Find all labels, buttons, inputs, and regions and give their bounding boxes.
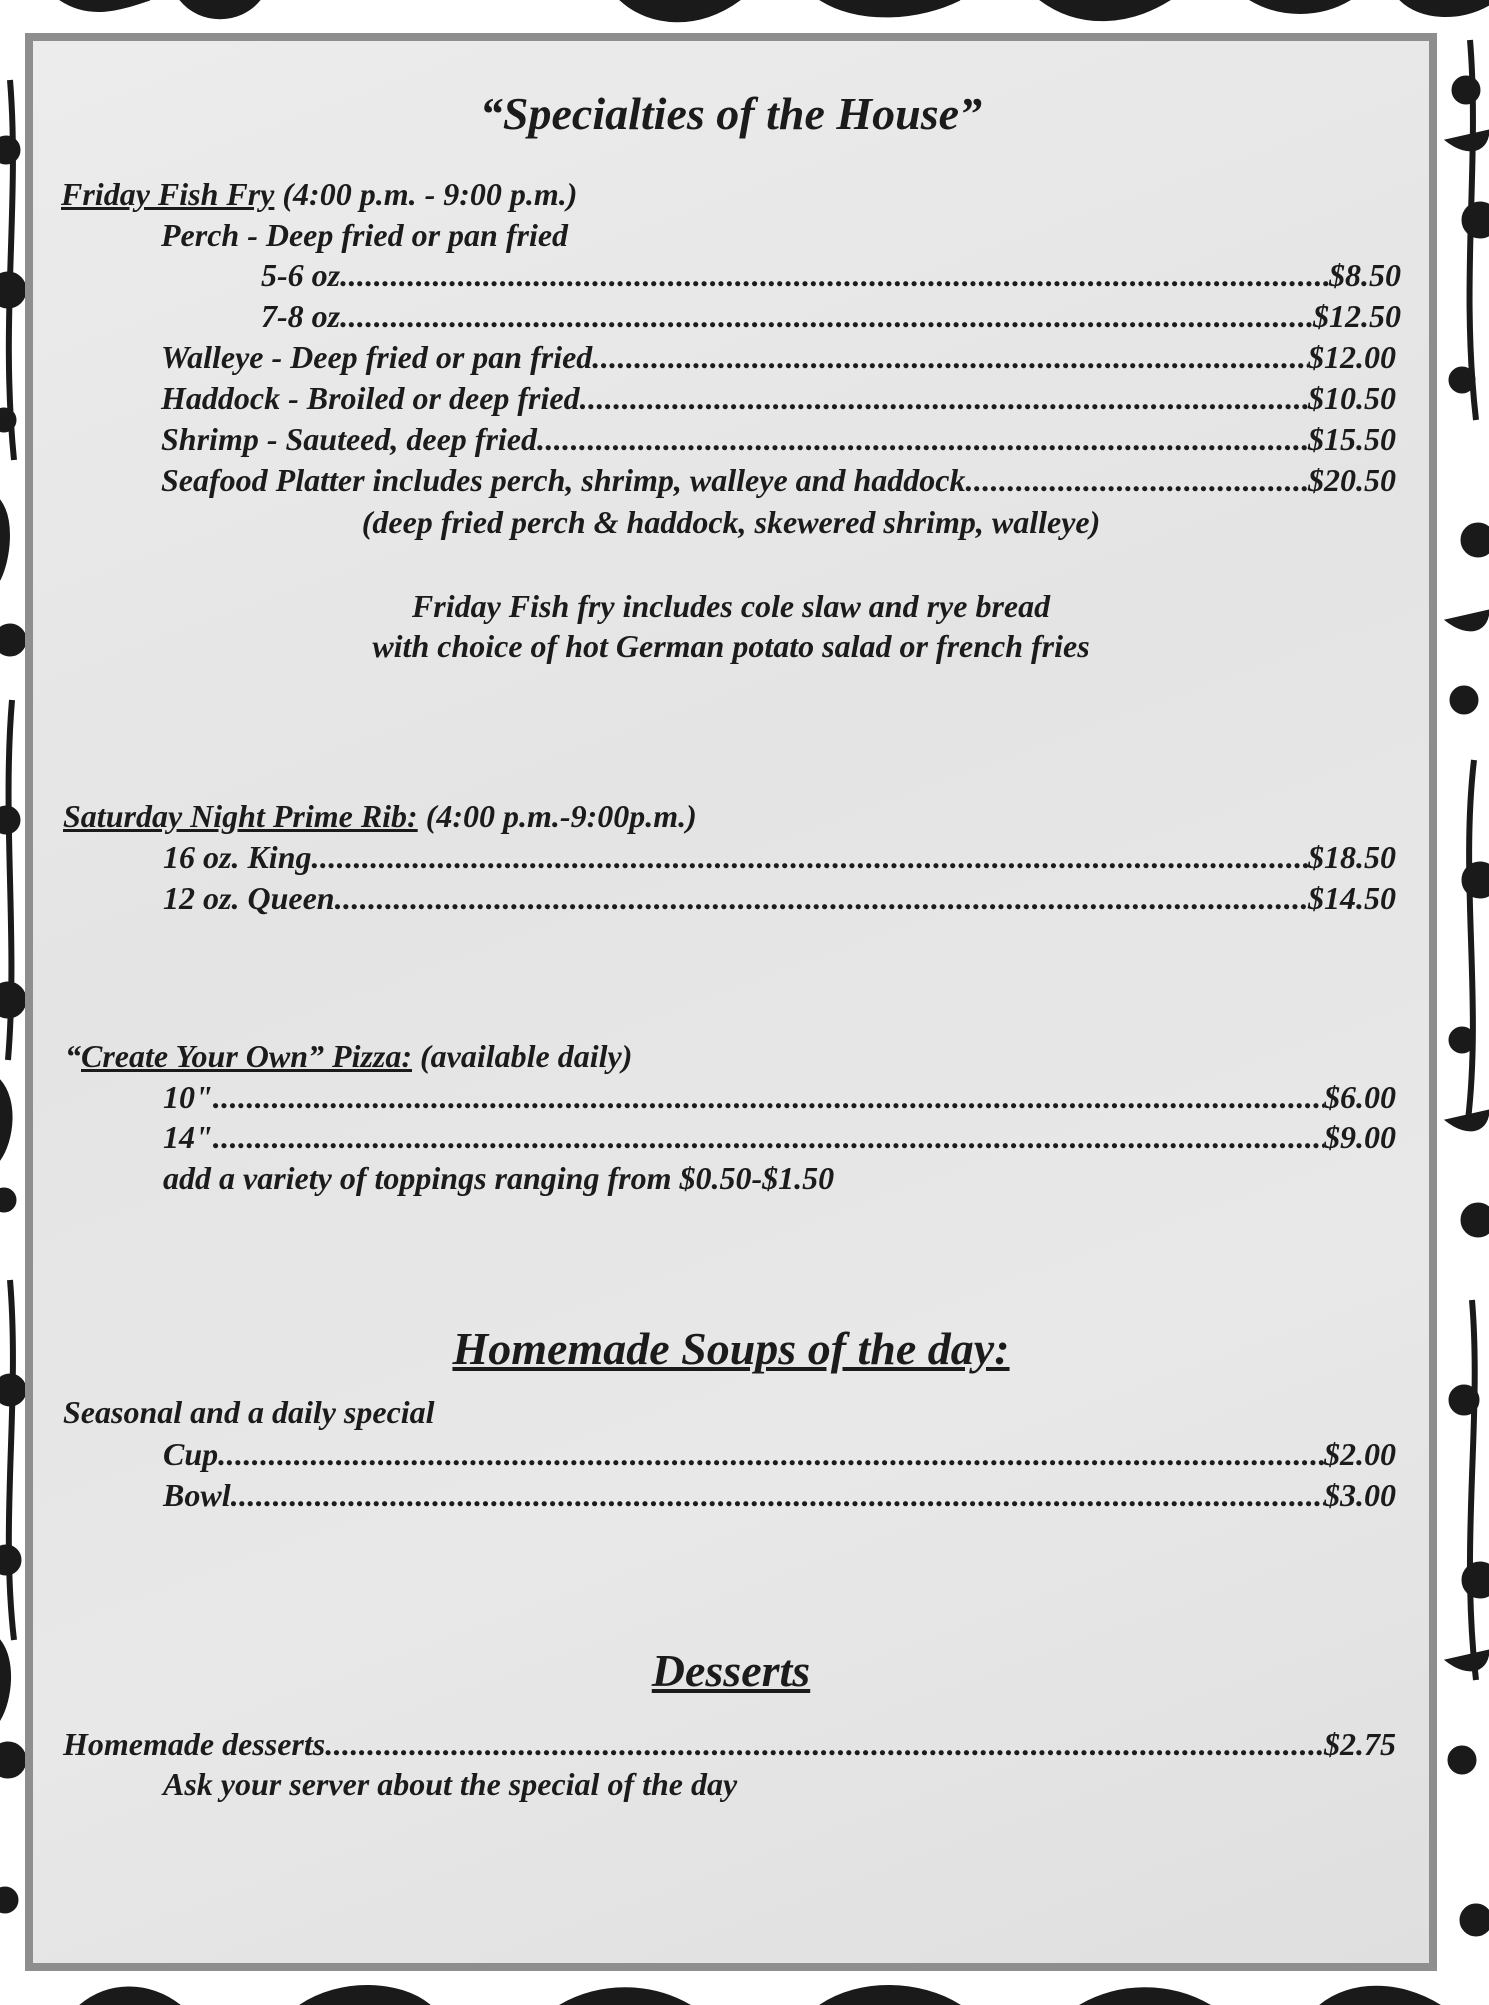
- menu-item-row: [161, 462, 1396, 498]
- fish-fry-header: [61, 176, 577, 212]
- menu-item-row: [161, 421, 1396, 457]
- menu-item-row: [261, 257, 1401, 293]
- fish-fry-heading: Friday Fish Fry: [61, 176, 275, 212]
- menu-item-price: $9.00: [1324, 1119, 1396, 1155]
- perch-label: Perch - Deep fried or pan fried: [161, 217, 569, 253]
- fish-fry-hours: (4:00 p.m. - 9:00 p.m.): [274, 176, 578, 212]
- dot-leader: [340, 298, 1313, 334]
- dot-leader: [311, 839, 1308, 875]
- dot-leader: [965, 462, 1308, 498]
- platter-note: (deep fried perch & haddock, skewered shrimp, walleye): [361, 504, 1101, 540]
- dot-leader: [231, 1477, 1324, 1513]
- prime-rib-header: [63, 798, 697, 834]
- pizza-toppings-note: add a variety of toppings ranging from $0.50-$1.50: [163, 1160, 835, 1196]
- menu-item-name: 7-8 oz: [261, 298, 341, 334]
- page-title: “Specialties of the House”: [479, 88, 983, 139]
- pizza-quote-mark: “: [65, 1038, 81, 1074]
- dot-leader: [213, 1119, 1324, 1155]
- menu-item-price: $6.00: [1324, 1079, 1396, 1115]
- fish-fry-includes-line2: with choice of hot German potato salad or french fries: [372, 628, 1090, 664]
- menu-item-price: $20.50: [1308, 462, 1396, 498]
- dot-leader: [580, 380, 1308, 416]
- pizza-heading: Create Your Own” Pizza:: [81, 1038, 413, 1074]
- menu-item-row: [163, 880, 1396, 916]
- dot-leader: [592, 339, 1308, 375]
- pizza-availability: (available daily): [412, 1038, 633, 1074]
- menu-item-price: $12.50: [1313, 298, 1401, 334]
- menu-item-name: Cup: [163, 1436, 219, 1472]
- menu-item-row: [163, 1119, 1396, 1155]
- prime-rib-heading: Saturday Night Prime Rib:: [63, 798, 418, 834]
- menu-item-name: Seafood Platter includes perch, shrimp, walleye and haddock: [161, 462, 966, 498]
- menu-item-price: $10.50: [1308, 380, 1396, 416]
- menu-item-name: Bowl: [163, 1477, 231, 1513]
- menu-item-name: Shrimp - Sauteed, deep fried: [161, 421, 537, 457]
- menu-item-price: $12.00: [1308, 339, 1396, 375]
- menu-item-price: $8.50: [1329, 257, 1401, 293]
- menu-item-row: [163, 1079, 1396, 1115]
- menu-item-row: [163, 1477, 1396, 1513]
- menu-item-name: 12 oz. Queen: [163, 880, 335, 916]
- menu-sheet: [25, 33, 1437, 1971]
- menu-item-name: Haddock - Broiled or deep fried: [161, 380, 580, 416]
- fish-fry-includes-line1: Friday Fish fry includes cole slaw and rye bread: [411, 588, 1051, 624]
- menu-item-row: [63, 1726, 1396, 1762]
- soups-subheading: Seasonal and a daily special: [63, 1394, 435, 1430]
- menu-item-name: 16 oz. King: [163, 839, 312, 875]
- menu-item-row: [261, 298, 1401, 334]
- menu-item-row: [163, 1436, 1396, 1472]
- menu-item-price: $18.50: [1308, 839, 1396, 875]
- dot-leader: [340, 257, 1329, 293]
- desserts-note: Ask your server about the special of the day: [163, 1766, 738, 1802]
- menu-item-price: $14.50: [1308, 880, 1396, 916]
- menu-item-name: Walleye - Deep fried or pan fried: [161, 339, 593, 375]
- prime-rib-hours: (4:00 p.m.-9:00p.m.): [417, 798, 697, 834]
- dot-leader: [325, 1726, 1324, 1762]
- menu-item-price: $2.00: [1324, 1436, 1396, 1472]
- desserts-heading: Desserts: [651, 1645, 811, 1696]
- menu-item-row: [161, 339, 1396, 375]
- pizza-header: [65, 1038, 632, 1074]
- menu-item-price: $2.75: [1324, 1726, 1396, 1762]
- menu-item-name: 14": [163, 1119, 213, 1155]
- dot-leader: [213, 1079, 1324, 1115]
- menu-item-name: Homemade desserts: [63, 1726, 326, 1762]
- menu-item-row: [161, 380, 1396, 416]
- menu-item-price: $15.50: [1308, 421, 1396, 457]
- menu-item-name: 10": [163, 1079, 213, 1115]
- dot-leader: [537, 421, 1308, 457]
- menu-item-row: [163, 839, 1396, 875]
- menu-item-name: 5-6 oz: [261, 257, 341, 293]
- soups-heading: Homemade Soups of the day:: [452, 1323, 1010, 1374]
- dot-leader: [335, 880, 1308, 916]
- menu-item-price: $3.00: [1324, 1477, 1396, 1513]
- dot-leader: [218, 1436, 1324, 1472]
